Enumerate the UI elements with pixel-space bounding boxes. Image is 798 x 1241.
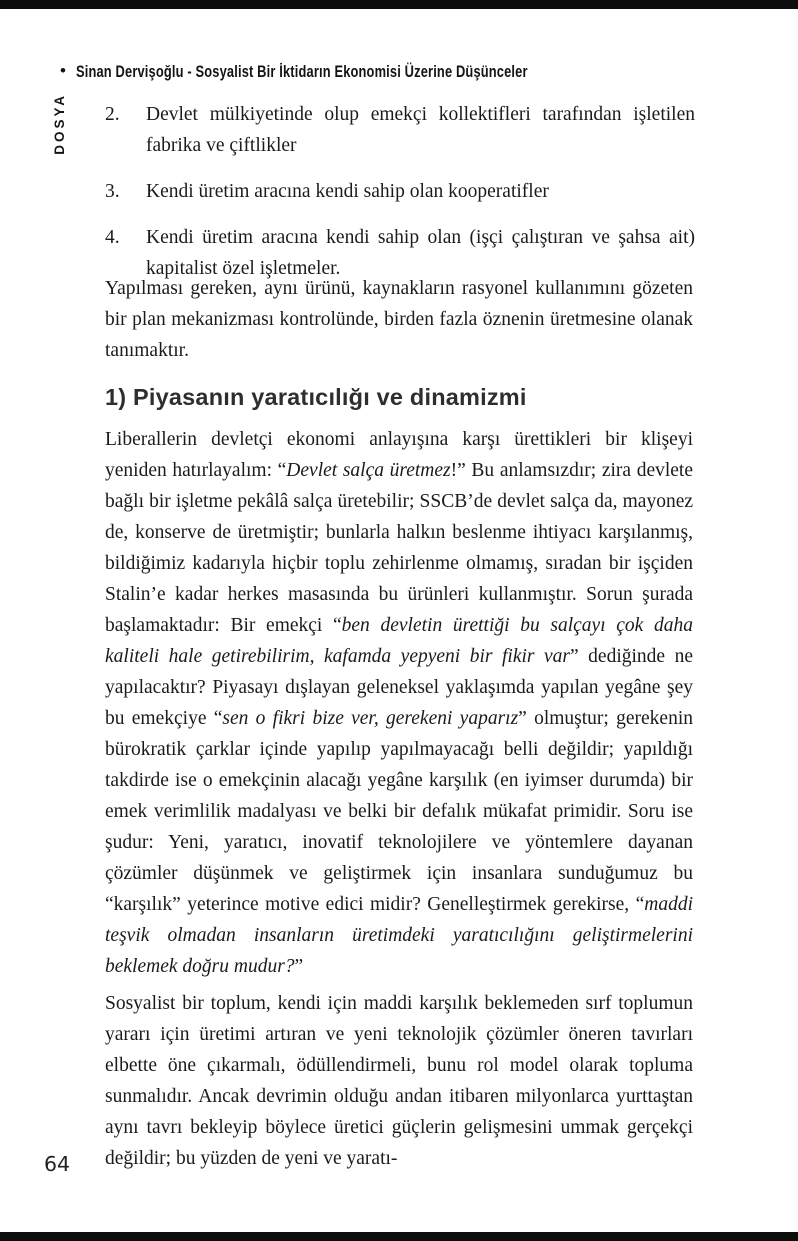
body-paragraph-2: Sosyalist bir toplum, kendi için maddi karşılık beklemeden sırf toplumun yararı için üretimi artıran ve yeni teknolojik çözümler öneren tavırları elbette öne çıkarmalı, ödüllendirmeli, bunu rol model olarak topluma sunmalıdır. Ancak devrimin olduğu andan itibaren milyonlarca yurttaştan aynı tavrı bekleyip böylece üretici güçlerin gelişmesini ummak gerçekçi değildir; bu yüzden de yeni ve yaratı- xyxy=(105,993,693,1169)
section-side-label xyxy=(52,92,70,182)
section-heading: 1) Piyasanın yaratıcılığı ve dinamizmi xyxy=(105,384,527,410)
body-paragraph-1: Liberallerin devletçi ekonomi anlayışına karşı ürettikleri bir klişeyi yeniden hatırlayalım: “Devlet salça üretmez!” Bu anlamsızdır; zira devlete bağlı bir işletme pekâlâ salça üretebilir; SSCB’de devlet salça da, mayonez de, konserve de üretmiştir; bunlarla halkın beslenme ihtiyacı karşılanmış, bildiğimiz kadarıyla hiçbir toplu zehirlenme olmamış, sıradan bir işçiden Stalin’e kadar herkes masasında bu ürünleri kullanmıştır. Sorun şurada başlamaktadır: Bir emekçi “ben devletin ürettiği bu salçayı çok daha kaliteli hale getirebilirim, kafamda yepyeni bir fikir var” dediğinde ne yapılacaktır? Piyasayı dışlayan geleneksel yaklaşımda yapılan yegâne şey bu emekçiye “sen o fikri bize ver, gerekeni yaparız” olmuştur; gerekenin bürokratik çarklar içinde yapılıp yapılmayacağı belli değildir; yapıldığı takdirde ise o emekçinin alacağı yegâne karşılık (en iyimser durumda) bir emek verimlilik madalyası ve belki bir defalık mükafat primidir. Soru ise şudur: Yeni, yaratıcı, inovatif teknolojilere ve yöntemlere dayanan çözümler düşünmek ve geliştirmek için insanlara sunduğumuz bu “karşılık” yeterince motive edici midir? Genelleştirmek gerekirse, “maddi teşvik olmadan insanların üretimdeki yaratıcılığını geliştirmelerini beklemek doğru mudur?” xyxy=(105,429,694,977)
list-item xyxy=(105,99,695,161)
header-bullet-icon: • xyxy=(60,61,66,80)
bottom-edge-bar xyxy=(0,1232,798,1241)
list-item-text: Devlet mülkiyetinde olup emekçi kollektifleri tarafından işletilen fabrika ve çiftlikler xyxy=(146,104,695,156)
header-book-title: Sosyalist Bir İktidarın Ekonomisi Üzerine Düşünceler xyxy=(195,63,528,81)
enterprise-types-list xyxy=(105,99,695,299)
list-item xyxy=(105,176,695,207)
list-item-number: 2. xyxy=(105,104,120,125)
page-number: 64 xyxy=(44,1152,71,1176)
list-item-text: Kendi üretim aracına kendi sahip olan kooperatifler xyxy=(146,181,549,202)
intro-paragraph: Yapılması gereken, aynı ürünü, kaynakların rasyonel kullanımını gözeten bir plan mekanizması kontrolünde, birden fazla öznenin üretmesine olanak tanımaktır. xyxy=(105,278,693,361)
list-item-number: 3. xyxy=(105,181,120,202)
header-author: Sinan Dervişoğlu - xyxy=(75,63,196,81)
side-label-text: DOSYA xyxy=(52,93,67,155)
list-item-text: Kendi üretim aracına kendi sahip olan (işçi çalıştıran ve şahsa ait) kapitalist özel işletmeler. xyxy=(146,227,695,279)
top-edge-bar xyxy=(0,0,798,9)
running-header xyxy=(60,62,655,82)
list-item-number: 4. xyxy=(105,227,120,248)
